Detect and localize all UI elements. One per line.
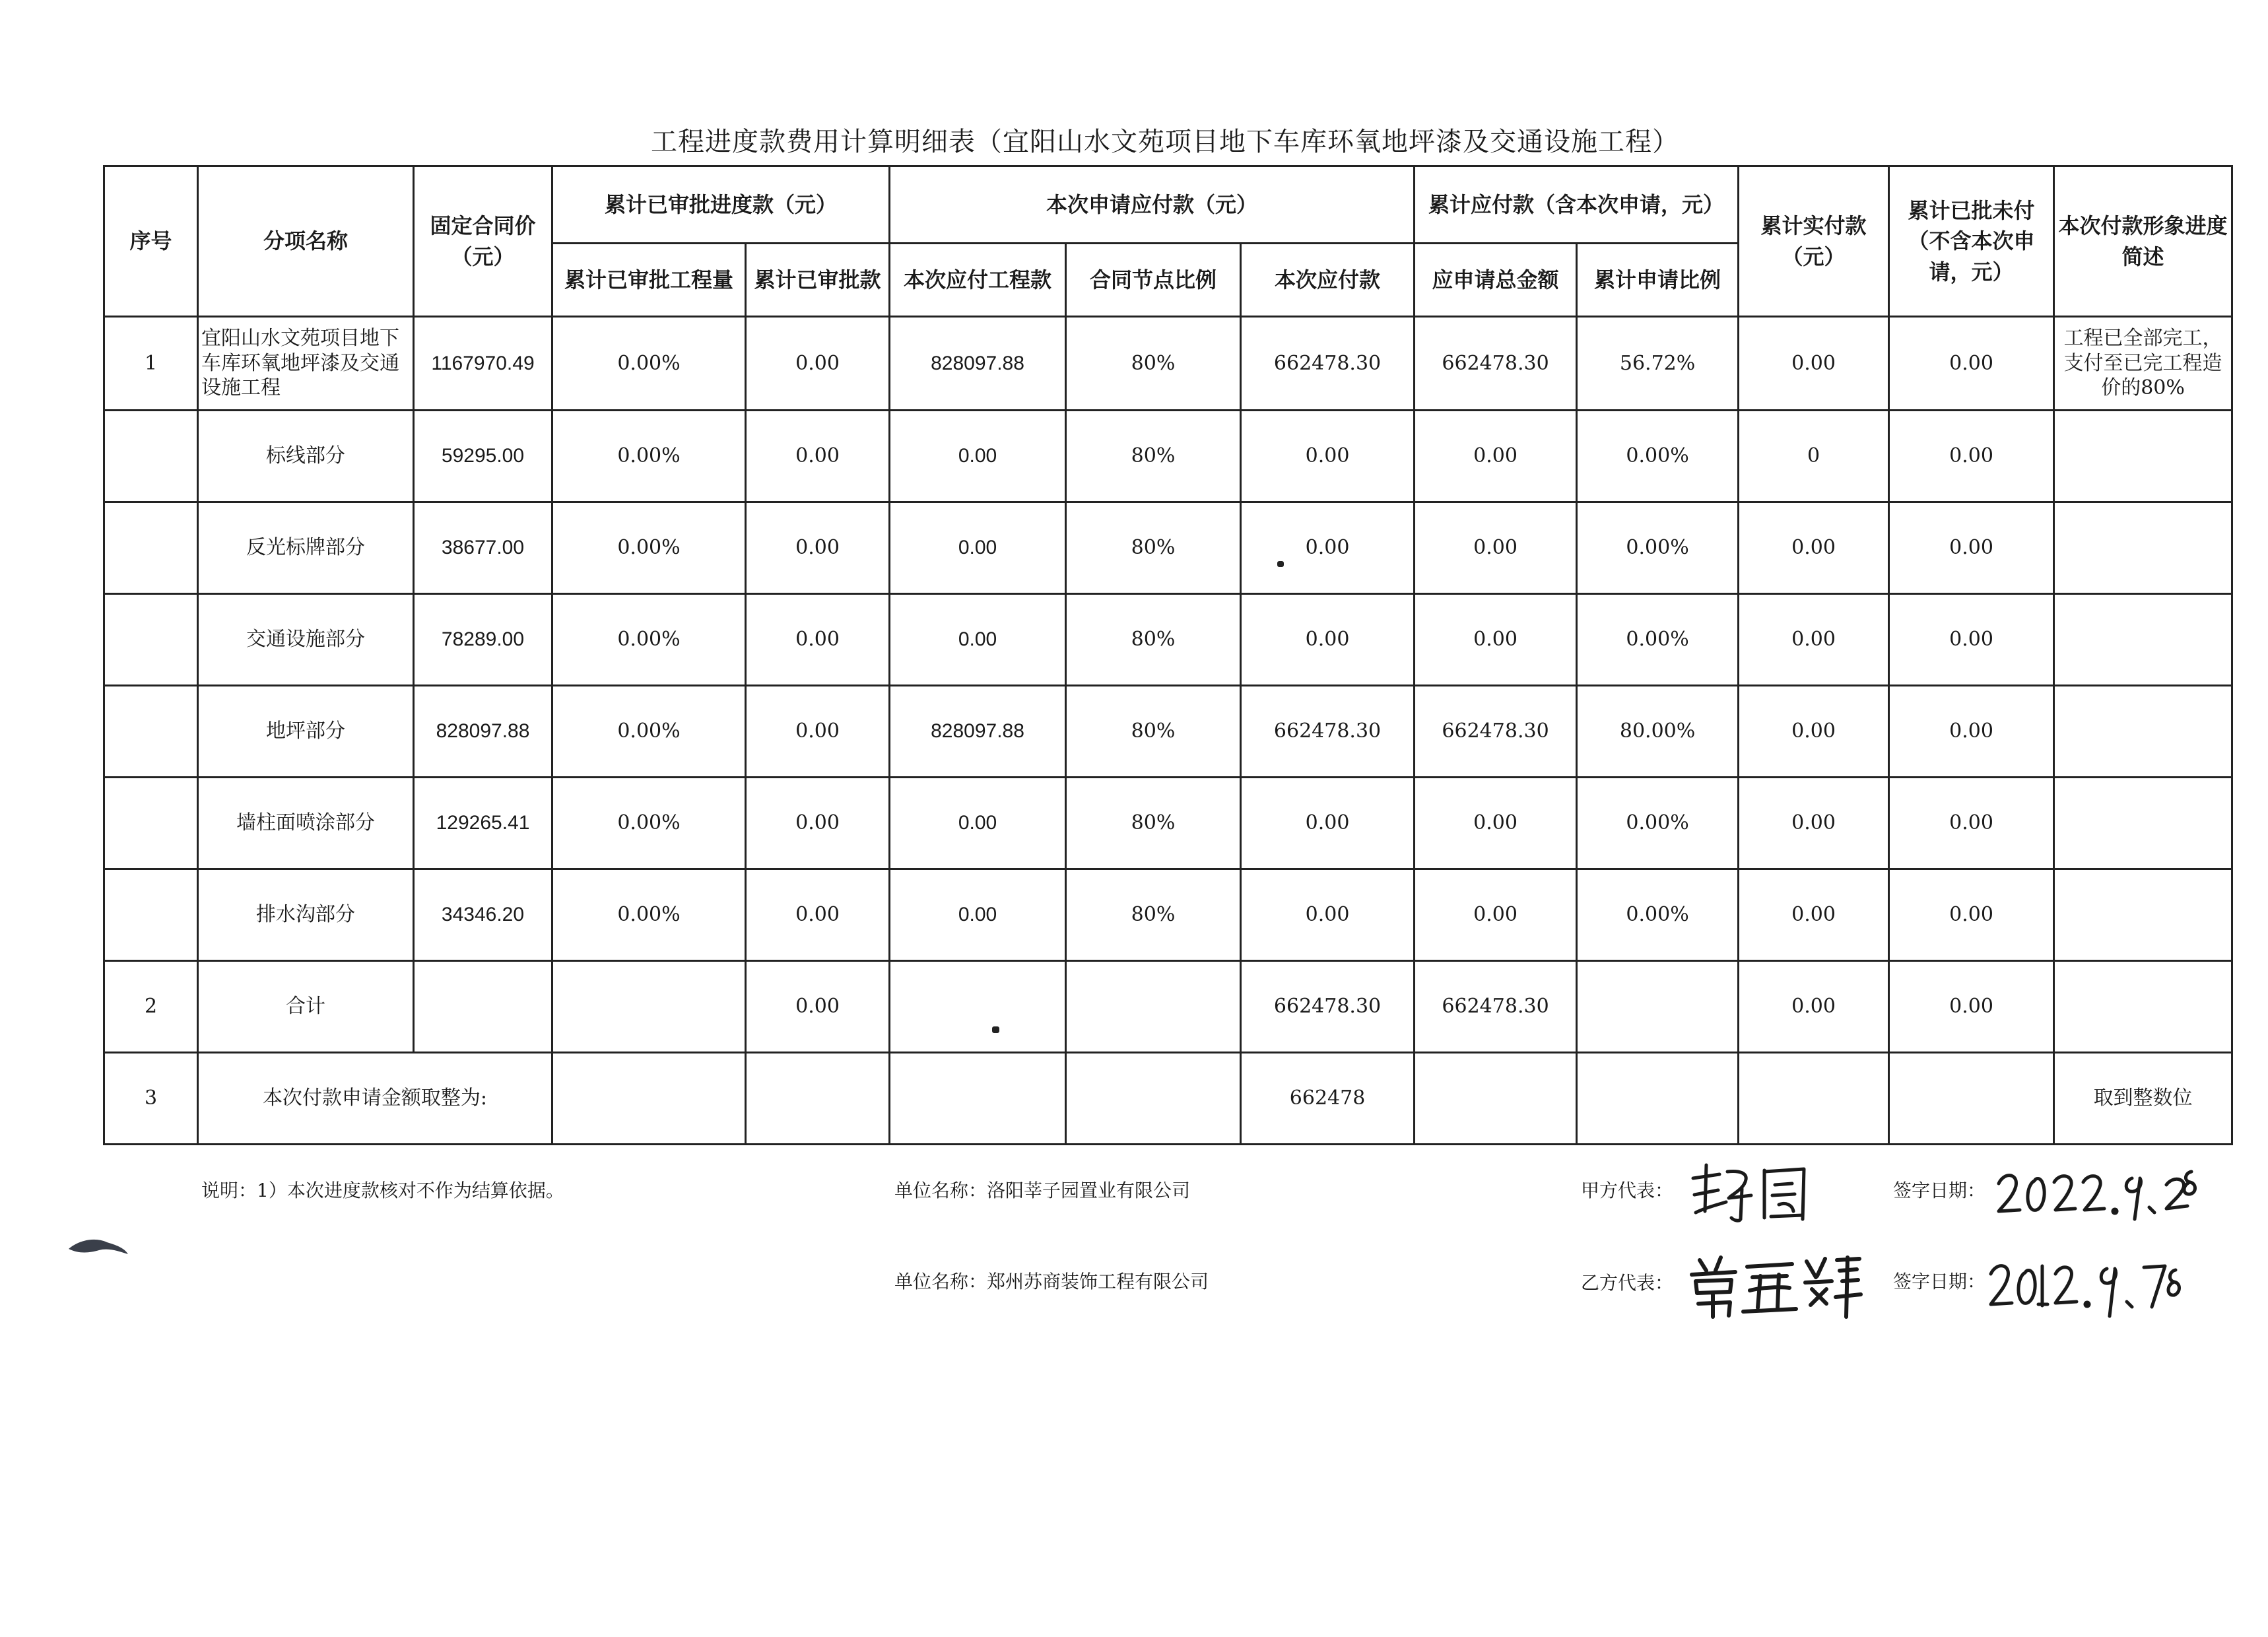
cum-request-ratio-cell: 0.00% [1577, 411, 1739, 502]
header-contract-price: 固定合同价（元） [414, 166, 552, 317]
node-ratio-cell: 80% [1066, 686, 1241, 778]
total-requested-cell: 0.00 [1415, 778, 1577, 869]
cum-request-ratio-cell: 0.00% [1577, 594, 1739, 686]
node-ratio-cell: 80% [1066, 411, 1241, 502]
this-payable-cell: 662478.30 [1241, 686, 1415, 778]
progress-desc-cell [2054, 869, 2232, 961]
cum-request-ratio-cell: 0.00% [1577, 869, 1739, 961]
progress-desc-cell [2054, 778, 2232, 869]
item-name-cell: 交通设施部分 [198, 594, 414, 686]
rounding-row [104, 1053, 2232, 1145]
cum-unpaid-cell: 0.00 [1889, 869, 2054, 961]
cum-paid-cell: 0.00 [1739, 594, 1889, 686]
cum-approved-work-cell: 0.00% [552, 594, 746, 686]
cum-paid-cell: 0.00 [1739, 686, 1889, 778]
header-this-payable: 本次应付款 [1241, 244, 1415, 317]
contract-price-cell: 129265.41 [414, 778, 552, 869]
cum-approved-amount-cell: 0.00 [746, 502, 890, 594]
this-work-payable-cell: 0.00 [890, 411, 1066, 502]
table-row [104, 869, 2232, 961]
this-payable-cell: 0.00 [1241, 869, 1415, 961]
header-cum-paid: 累计实付款（元） [1739, 166, 1889, 317]
this-work-payable-cell: 828097.88 [890, 686, 1066, 778]
cum-approved-work-cell: 0.00% [552, 686, 746, 778]
cum-paid-cell: 0.00 [1739, 869, 1889, 961]
total-requested-cell: 662478.30 [1415, 317, 1577, 411]
progress-desc-cell [2054, 961, 2232, 1053]
cum-unpaid-cell: 0.00 [1889, 778, 2054, 869]
node-ratio-cell: 80% [1066, 778, 1241, 869]
table-cell [890, 1053, 1066, 1145]
cum-paid-cell: 0.00 [1739, 317, 1889, 411]
progress-desc-cell [2054, 594, 2232, 686]
row-no-cell [104, 594, 198, 686]
table-cell [746, 1053, 890, 1145]
cum-approved-amount-cell: 0.00 [746, 594, 890, 686]
cum-approved-amount-cell: 0.00 [746, 869, 890, 961]
table-row [104, 778, 2232, 869]
scan-blot [66, 1234, 132, 1261]
row-no-cell [104, 778, 198, 869]
sign-date-label-b: 签字日期： [1893, 1271, 1986, 1292]
header-cum-payable: 累计应付款（含本次申请，元） [1415, 166, 1739, 244]
cum-request-ratio-cell: 56.72% [1577, 317, 1739, 411]
total-requested-cell: 0.00 [1415, 502, 1577, 594]
cum-approved-amount-cell: 0.00 [746, 686, 890, 778]
table-cell [552, 1053, 746, 1145]
row-no-cell: 2 [104, 961, 198, 1053]
contract-price-cell: 38677.00 [414, 502, 552, 594]
unit-b-name: 郑州苏商装饰工程有限公司 [987, 1271, 1209, 1292]
contract-price-cell [414, 961, 552, 1053]
item-name-cell: 地坪部分 [198, 686, 414, 778]
cum-unpaid-cell: 0.00 [1889, 961, 2054, 1053]
unit-a-label: 单位名称： [894, 1180, 987, 1201]
cum-approved-work-cell [552, 961, 746, 1053]
date-b-handwritten [1987, 1248, 2185, 1320]
progress-desc-cell: 工程已全部完工，支付至已完工程造价的80% [2054, 317, 2232, 411]
table-row [104, 961, 2232, 1053]
this-payable-cell: 0.00 [1241, 502, 1415, 594]
party-a-signature [1686, 1158, 1818, 1224]
party-b-signature [1686, 1251, 1865, 1323]
party-a-label: 甲方代表： [1581, 1180, 1674, 1201]
row-no-cell: 1 [104, 317, 198, 411]
cum-unpaid-cell: 0.00 [1889, 502, 2054, 594]
cum-approved-work-cell: 0.00% [552, 869, 746, 961]
contract-price-cell: 1167970.49 [414, 317, 552, 411]
rounding-note: 取到整数位 [2054, 1053, 2232, 1145]
cum-approved-work-cell: 0.00% [552, 502, 746, 594]
contract-price-cell: 34346.20 [414, 869, 552, 961]
item-name-cell: 合计 [198, 961, 414, 1053]
table-cell [1577, 1053, 1739, 1145]
cum-request-ratio-cell: 0.00% [1577, 778, 1739, 869]
cum-approved-amount-cell: 0.00 [746, 317, 890, 411]
contract-price-cell: 59295.00 [414, 411, 552, 502]
rounding-no: 3 [104, 1053, 198, 1145]
header-cum-approved-work: 累计已审批工程量 [552, 244, 746, 317]
this-work-payable-cell: 0.00 [890, 778, 1066, 869]
item-name-cell: 标线部分 [198, 411, 414, 502]
header-cum-unpaid: 累计已批未付（不含本次申请，元） [1889, 166, 2054, 317]
cum-paid-cell: 0 [1739, 411, 1889, 502]
progress-desc-cell [2054, 686, 2232, 778]
header-total-requested: 应申请总金额 [1415, 244, 1577, 317]
table-row [104, 594, 2232, 686]
unit-a [894, 1176, 1190, 1203]
cum-unpaid-cell: 0.00 [1889, 411, 2054, 502]
cum-approved-amount-cell: 0.00 [746, 411, 890, 502]
this-payable-cell: 0.00 [1241, 594, 1415, 686]
table-cell [1889, 1053, 2054, 1145]
contract-price-cell: 828097.88 [414, 686, 552, 778]
node-ratio-cell [1066, 961, 1241, 1053]
row-no-cell [104, 411, 198, 502]
cum-approved-amount-cell: 0.00 [746, 961, 890, 1053]
this-work-payable-cell: 0.00 [890, 594, 1066, 686]
cum-unpaid-cell: 0.00 [1889, 686, 2054, 778]
rounding-amount: 662478 [1241, 1053, 1415, 1145]
contract-price-cell: 78289.00 [414, 594, 552, 686]
header-row-1 [104, 166, 2232, 244]
row-no-cell [104, 686, 198, 778]
cum-approved-amount-cell: 0.00 [746, 778, 890, 869]
header-item: 分项名称 [198, 166, 414, 317]
header-cum-approved-amount: 累计已审批款 [746, 244, 890, 317]
this-work-payable-cell: 0.00 [890, 502, 1066, 594]
cum-approved-work-cell: 0.00% [552, 411, 746, 502]
header-progress-desc: 本次付款形象进度简述 [2054, 166, 2232, 317]
table-row [104, 317, 2232, 411]
cum-unpaid-cell: 0.00 [1889, 594, 2054, 686]
item-name-cell: 墙柱面喷涂部分 [198, 778, 414, 869]
this-work-payable-cell: 828097.88 [890, 317, 1066, 411]
node-ratio-cell: 80% [1066, 869, 1241, 961]
payment-detail-table [103, 165, 2233, 1145]
item-name-cell: 排水沟部分 [198, 869, 414, 961]
row-no-cell [104, 869, 198, 961]
table-cell [1415, 1053, 1577, 1145]
header-this-work-payable: 本次应付工程款 [890, 244, 1066, 317]
cum-paid-cell: 0.00 [1739, 961, 1889, 1053]
this-work-payable-cell: 0.00 [890, 869, 1066, 961]
header-cum-approved: 累计已审批进度款（元） [552, 166, 890, 244]
rounding-label: 本次付款申请金额取整为: [198, 1053, 552, 1145]
total-requested-cell: 0.00 [1415, 411, 1577, 502]
table-cell [1739, 1053, 1889, 1145]
table-row [104, 502, 2232, 594]
total-requested-cell: 662478.30 [1415, 961, 1577, 1053]
total-requested-cell: 0.00 [1415, 594, 1577, 686]
scan-speck [1277, 561, 1284, 567]
progress-desc-cell [2054, 411, 2232, 502]
this-payable-cell: 662478.30 [1241, 317, 1415, 411]
cum-paid-cell: 0.00 [1739, 778, 1889, 869]
total-requested-cell: 662478.30 [1415, 686, 1577, 778]
table-title: 工程进度款费用计算明细表（宜阳山水文苑项目地下车库环氧地坪漆及交通设施工程） [651, 127, 1679, 157]
node-ratio-cell: 80% [1066, 317, 1241, 411]
item-name-cell: 宜阳山水文苑项目地下车库环氧地坪漆及交通设施工程 [198, 317, 414, 411]
unit-b [894, 1267, 1209, 1294]
cum-request-ratio-cell: 0.00% [1577, 502, 1739, 594]
date-a-handwritten [1993, 1158, 2198, 1221]
header-no: 序号 [104, 166, 198, 317]
party-b-label: 乙方代表： [1581, 1272, 1674, 1294]
this-payable-cell: 662478.30 [1241, 961, 1415, 1053]
item-name-cell: 反光标牌部分 [198, 502, 414, 594]
remark-text: 说明：1）本次进度款核对不作为结算依据。 [201, 1180, 564, 1201]
unit-a-name: 洛阳莘子园置业有限公司 [987, 1180, 1191, 1201]
cum-approved-work-cell: 0.00% [552, 778, 746, 869]
cum-paid-cell: 0.00 [1739, 502, 1889, 594]
this-payable-cell: 0.00 [1241, 778, 1415, 869]
cum-approved-work-cell: 0.00% [552, 317, 746, 411]
header-this-request: 本次申请应付款（元） [890, 166, 1415, 244]
node-ratio-cell: 80% [1066, 594, 1241, 686]
scan-speck [992, 1026, 999, 1033]
cum-request-ratio-cell [1577, 961, 1739, 1053]
table-row [104, 686, 2232, 778]
progress-desc-cell [2054, 502, 2232, 594]
cum-unpaid-cell: 0.00 [1889, 317, 2054, 411]
table-row [104, 411, 2232, 502]
this-payable-cell: 0.00 [1241, 411, 1415, 502]
row-no-cell [104, 502, 198, 594]
node-ratio-cell: 80% [1066, 502, 1241, 594]
sign-date-label-a: 签字日期： [1893, 1180, 1986, 1201]
total-requested-cell: 0.00 [1415, 869, 1577, 961]
unit-b-label: 单位名称： [894, 1271, 987, 1292]
table-cell [1066, 1053, 1241, 1145]
this-work-payable-cell [890, 961, 1066, 1053]
header-cum-request-ratio: 累计申请比例 [1577, 244, 1739, 317]
header-node-ratio: 合同节点比例 [1066, 244, 1241, 317]
cum-request-ratio-cell: 80.00% [1577, 686, 1739, 778]
